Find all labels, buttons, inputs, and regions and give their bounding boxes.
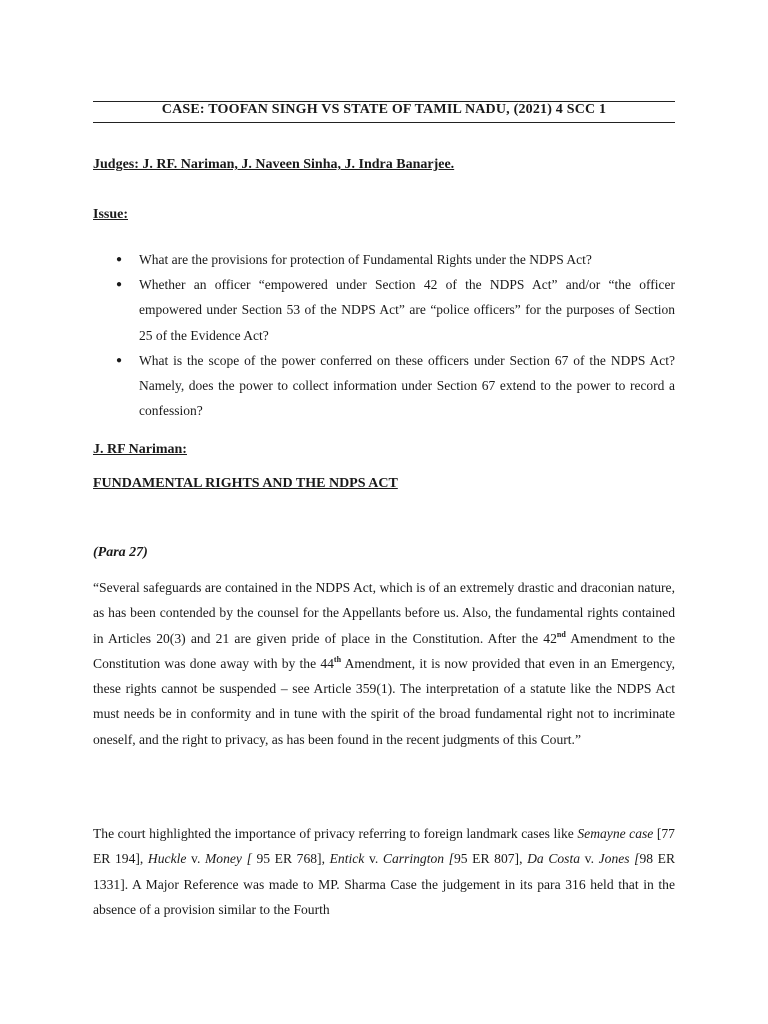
issue-list (93, 247, 675, 423)
judges-line: Judges: J. RF. Nariman, J. Naveen Sinha, J. Indra Banarjee. (93, 157, 455, 172)
case-title: CASE: TOOFAN SINGH VS STATE OF TAMIL NADU, (2021) 4 SCC 1 (161, 102, 607, 117)
bullet-icon: ● (116, 254, 123, 265)
issue-heading: Issue: (93, 207, 129, 222)
case-name: Huckle (147, 851, 187, 867)
quoted-paragraph: “Several safeguards are contained in the NDPS Act, which is of an extremely drastic and draconian nature, as has been contended by the counsel for the Appellants before us. Also, the fundamental rights contained in Articles 20(3) and 21 are given pride of place in the Constitution. After the 42nd Amendment to the Constitution was done away with by the 44th Amendment, it is now provided that even in an Emergency, these rights cannot be suspended – see Article 359(1). The interpretation of a statute like the NDPS Act must needs be in conformity and in tune with the spirit of the broad fundamental right not to incriminate oneself, and the right to privacy, as has been found in the recent judgments of this Court.” (93, 580, 675, 747)
para-reference: (Para 27) (93, 545, 148, 560)
title-bottom-rule (93, 122, 675, 123)
case-name: Money [ (204, 851, 252, 867)
bullet-icon: ● (116, 279, 123, 291)
author-heading: J. RF Nariman: (93, 442, 187, 457)
case-name: Carrington [ (382, 851, 454, 867)
analysis-paragraph: The court highlighted the importance of privacy referring to foreign landmark cases like Semayne case [77 ER 194], Huckle v. Money [ 95 ER 768], Entick v. Carrington [95 ER 807], Da Costa v. Jones [98 ER 1331]. A Major Reference was made to MP. Sharma Case the judgement in its para 316 held that in the absence of a provision similar to the Fourth (93, 826, 676, 917)
case-name: Da Costa (527, 851, 581, 867)
case-name: Semayne case (577, 826, 654, 841)
issue-item: ● What are the provisions for protection of Fundamental Rights under the NDPS Act? (93, 247, 675, 272)
bullet-icon: ● (116, 354, 123, 366)
issue-item: ● Whether an officer “empowered under Section 42 of the NDPS Act” and/or “the officer empowered under Section 53 of the NDPS Act” are “police officers” for the purposes of Section 25 of the Evidence Act? (93, 272, 675, 348)
section-heading: FUNDAMENTAL RIGHTS AND THE NDPS ACT (93, 476, 398, 491)
issue-item: ● What is the scope of the power conferred on these officers under Section 67 of the NDPS Act? Namely, does the power to collect information under Section 67 extend to the power to record a confession? (93, 348, 675, 424)
case-name: Jones [ (598, 851, 640, 867)
case-name: Entick (329, 851, 365, 867)
